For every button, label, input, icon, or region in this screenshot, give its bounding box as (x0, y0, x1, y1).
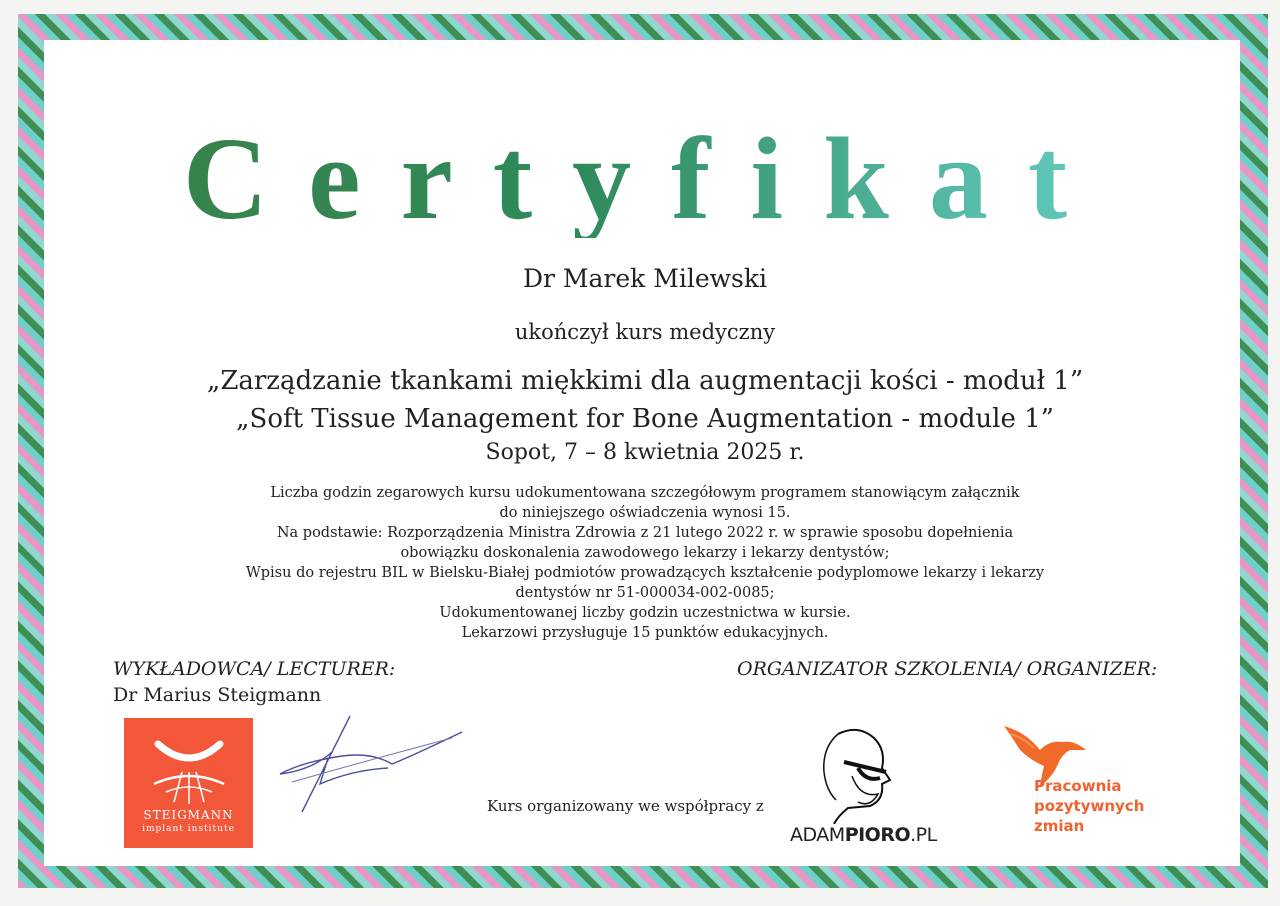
body-line: obowiązku doskonalenia zawodowego lekarzy i lekarzy dentystów; (400, 545, 890, 561)
recipient-name: Dr Marek Milewski (522, 264, 768, 293)
steigmann-subtitle: implant institute (142, 824, 235, 834)
body-line: Liczba godzin zegarowych kursu udokumentowana szczegółowym programem stanowiącym załącznik (270, 485, 1020, 501)
steigmann-name: STEIGMANN (143, 808, 234, 822)
course-title-pl: „Zarządzanie tkankami miękkimi dla augmentacji kości - moduł 1” (206, 366, 1084, 396)
adam-pioro-portrait-icon (808, 724, 898, 824)
pracownia-line: pozytywnych (1034, 797, 1145, 815)
adam-part1: ADAM (790, 824, 845, 846)
body-line: Lekarzowi przysługuje 15 punktów edukacyjnych. (461, 625, 829, 641)
lecturer-signature (272, 712, 472, 822)
cooperation-text: Kurs organizowany we współpracy z (487, 797, 764, 815)
organizer-label: ORGANIZATOR SZKOLENIA/ ORGANIZER: (737, 658, 1158, 680)
pracownia-line: Pracownia (1034, 777, 1122, 795)
adam-part2: PIORO (844, 824, 911, 846)
steigmann-logo (124, 718, 253, 848)
completed-text: ukończył kurs medyczny (514, 320, 776, 344)
body-line: Wpisu do rejestru BIL w Bielsku-Białej podmiotów prowadzących kształcenie podyplomowe lekarzy i lekarzy (245, 565, 1045, 581)
steigmann-mark-icon (144, 732, 234, 812)
lecturer-name: Dr Marius Steigmann (113, 684, 322, 706)
pracownia-logo (1034, 776, 1144, 836)
adam-part3: .PL (910, 824, 937, 846)
certificate-body (190, 483, 1100, 643)
body-line: dentystów nr 51-000034-002-0085; (515, 585, 775, 601)
adam-pioro-logo (790, 824, 937, 846)
certificate-title: Certyfikat (0, 120, 1280, 238)
pracownia-line: zmian (1034, 817, 1085, 835)
body-line: Na podstawie: Rozporządzenia Ministra Zdrowia z 21 lutego 2022 r. w sprawie sposobu dopełnienia (276, 525, 1014, 541)
body-line: do niniejszego oświadczenia wynosi 15. (499, 505, 791, 521)
lecturer-label: WYKŁADOWCA/ LECTURER: (113, 658, 396, 680)
course-title-en: „Soft Tissue Management for Bone Augmentation - module 1” (236, 404, 1054, 434)
place-date: Sopot, 7 – 8 kwietnia 2025 r. (485, 440, 805, 465)
body-line: Udokumentowanej liczby godzin uczestnictwa w kursie. (439, 605, 851, 621)
